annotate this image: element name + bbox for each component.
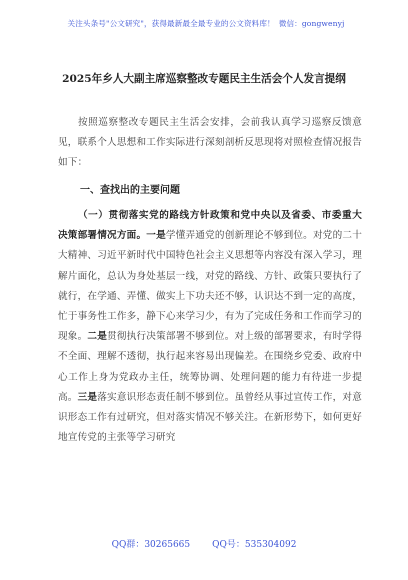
footer-qq-number: QQ号：535304092 [212,540,297,550]
footer-qq-group: QQ群：30265665 [111,540,191,550]
point-marker-2: 二是 [87,331,108,343]
point-marker-1: 一是 [146,230,166,242]
footer [0,537,408,550]
header-wechat: 微信：gongwenyj [278,19,345,28]
header-banner [0,18,408,29]
point-text-3: 落实意识形态责任制不够到位。虽曾经从事过宣传工作，对意识形态工作有过研究，但对落实情况不够关注。在新形势下，如何更好地宣传党的主张等学习研究 [58,391,363,444]
header-banner-text: 关注头条号"公文研究"，获得最新最全最专业的公文资料库！ [67,19,275,28]
body-paragraph [58,206,362,448]
section-heading: 一、查找出的主要问题 [80,185,180,196]
point-text-2: 贯彻执行决策部署不够到位。对上级的部署要求，有时学得不全面、理解不透彻，执行起来容易出现偏差。在围绕乡党委、政府中心工作上身为党政办主任，统筹协调、处理问题的能力有待进一步提高。 [58,331,362,403]
sub-heading: （一）贯彻落实党的路线方针政策和党中央以及省委、市委重大决策部署情况方面。 [58,210,362,242]
point-marker-3: 三是 [77,391,98,403]
point-text-1: 学懂弄通党的创新理论不够到位。对党的二十大精神、习近平新时代中国特色社会主义思想等内容没有深入学习，理解片面化，总认为身处基层一线，对党的路线、方针、政策只要执行了就行，在学通、弄懂、做实上下功夫还不够，认识达不到一定的高度，忙于事务性工作多，静下心来学习少，有为了完成任务和工作而学习的现象。 [58,230,363,343]
document-title: 2025年乡人大副主席巡察整改专题民主生活会个人发言提纲 [62,73,346,85]
intro-paragraph: 按照巡察整改专题民主生活会安排，会前我认真学习巡察反馈意见，联系个人思想和工作实际进行深刻剖析反思现将对照检查情况报告如下： [58,117,362,169]
